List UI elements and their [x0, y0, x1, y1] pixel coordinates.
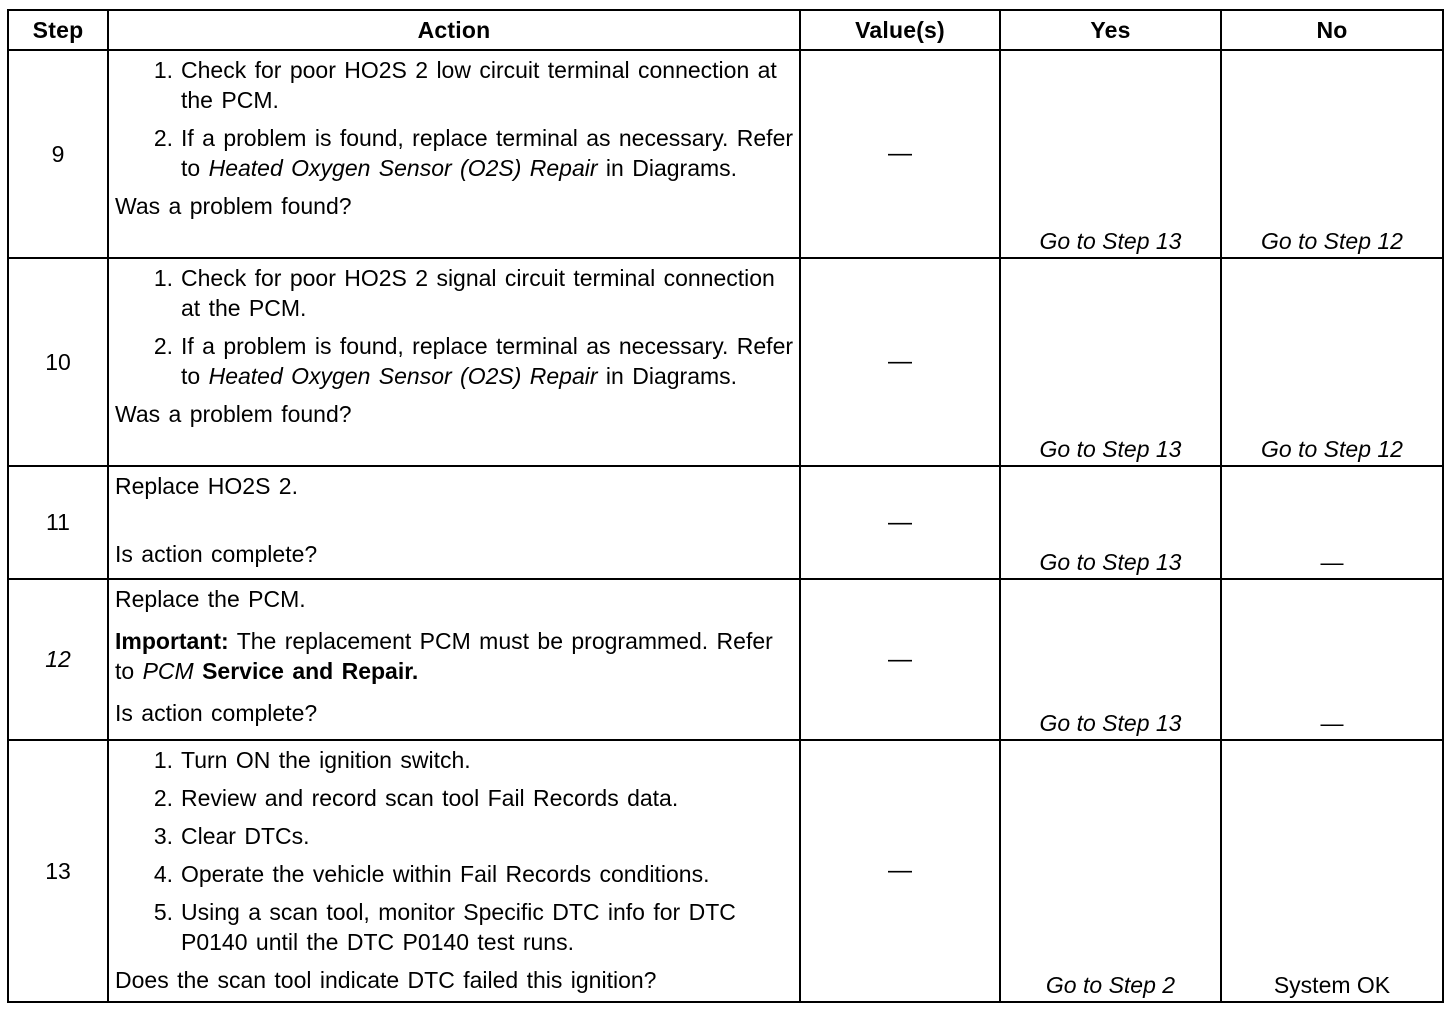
item-text-pre: If a problem is found, replace terminal as necessary. Refer to: [181, 125, 794, 181]
table-row-step-11: [8, 466, 1443, 579]
yes-goto: Go to Step 13: [1039, 228, 1182, 254]
step-number: 11: [8, 466, 108, 579]
header-yes: Yes: [1000, 10, 1221, 50]
important-label: Important:: [115, 628, 229, 654]
no-cell: [1221, 466, 1443, 579]
yes-goto: Go to Step 13: [1039, 436, 1182, 462]
value-cell: —: [800, 258, 1000, 466]
action-text: Replace HO2S 2.: [115, 473, 298, 499]
yes-goto: Go to Step 2: [1045, 972, 1176, 998]
table-row-step-13: [8, 740, 1443, 1002]
no-value: —: [1320, 710, 1344, 736]
item-text: Turn ON the ignition switch.: [181, 747, 471, 773]
action-cell: [108, 466, 800, 579]
list-item: [115, 859, 793, 889]
yes-cell: [1000, 740, 1221, 1002]
no-cell: [1221, 258, 1443, 466]
list-item: [115, 783, 793, 813]
item-text: [181, 331, 793, 391]
step-number: 10: [8, 258, 108, 466]
no-goto: Go to Step 12: [1261, 228, 1403, 254]
question-text: Was a problem found?: [115, 401, 352, 427]
item-number: 5.: [153, 899, 173, 925]
question-text: Is action complete?: [115, 541, 318, 567]
item-text: Using a scan tool, monitor Specific DTC info for DTC P0140 until the DTC P0140 test runs.: [181, 899, 736, 955]
step-number: 9: [8, 50, 108, 258]
yes-goto: Go to Step 13: [1039, 549, 1182, 575]
header-step: Step: [8, 10, 108, 50]
list-item: [115, 821, 793, 851]
item-number: 3.: [153, 823, 173, 849]
list-item: [115, 123, 793, 183]
step-number: 13: [8, 740, 108, 1002]
question-text: Does the scan tool indicate DTC failed this ignition?: [115, 967, 657, 993]
item-text: [181, 123, 793, 183]
list-item: [115, 331, 793, 391]
diagnostic-procedure-table: [7, 9, 1444, 1003]
value-cell: —: [800, 50, 1000, 258]
action-cell: [108, 50, 800, 258]
instruction-list: [115, 55, 793, 183]
yes-cell: [1000, 579, 1221, 740]
no-cell: [1221, 740, 1443, 1002]
no-value: —: [1320, 549, 1344, 575]
important-text: The replacement PCM must be programmed. Refer to: [115, 628, 773, 684]
reference-link: Heated Oxygen Sensor (O2S) Repair: [208, 363, 598, 389]
instruction-list: [115, 263, 793, 391]
instruction-list: [115, 745, 793, 957]
reference-link: PCM: [142, 658, 194, 684]
header-values: Value(s): [800, 10, 1000, 50]
item-text: Operate the vehicle within Fail Records conditions.: [181, 861, 710, 887]
item-text: Clear DTCs.: [181, 823, 310, 849]
reference-link: Heated Oxygen Sensor (O2S) Repair: [208, 155, 598, 181]
yes-cell: [1000, 466, 1221, 579]
item-number: 1.: [153, 265, 173, 291]
table-row-step-10: [8, 258, 1443, 466]
header-no: No: [1221, 10, 1443, 50]
item-number: 2.: [153, 333, 173, 359]
value-cell: —: [800, 466, 1000, 579]
action-text: Replace the PCM.: [115, 586, 306, 612]
item-number: 2.: [153, 785, 173, 811]
header-action: Action: [108, 10, 800, 50]
action-cell: [108, 740, 800, 1002]
item-number: 1.: [153, 57, 173, 83]
list-item: [115, 745, 793, 775]
action-cell: [108, 258, 800, 466]
table-row-step-9: [8, 50, 1443, 258]
value-cell: —: [800, 579, 1000, 740]
list-item: [115, 897, 793, 957]
no-goto: Go to Step 12: [1261, 436, 1403, 462]
item-text-pre: If a problem is found, replace terminal as necessary. Refer to: [181, 333, 794, 389]
value-cell: —: [800, 740, 1000, 1002]
no-cell: [1221, 579, 1443, 740]
important-note: [115, 626, 793, 686]
yes-cell: [1000, 50, 1221, 258]
table-header-row: [8, 10, 1443, 50]
item-number: 2.: [153, 125, 173, 151]
question-text: Is action complete?: [115, 700, 318, 726]
item-text-post: in Diagrams.: [597, 155, 738, 181]
step-number: 12: [8, 579, 108, 740]
item-number: 4.: [153, 861, 173, 887]
no-value: System OK: [1273, 972, 1391, 998]
list-item: [115, 263, 793, 323]
table-row-step-12: [8, 579, 1443, 740]
no-cell: [1221, 50, 1443, 258]
yes-cell: [1000, 258, 1221, 466]
action-cell: [108, 579, 800, 740]
item-text: Check for poor HO2S 2 low circuit terminal connection at the PCM.: [181, 57, 777, 113]
item-number: 1.: [153, 747, 173, 773]
reference-link-post: Service and Repair.: [193, 658, 419, 684]
yes-goto: Go to Step 13: [1039, 710, 1182, 736]
question-text: Was a problem found?: [115, 193, 352, 219]
item-text: Review and record scan tool Fail Records data.: [181, 785, 679, 811]
item-text-post: in Diagrams.: [597, 363, 738, 389]
item-text: Check for poor HO2S 2 signal circuit terminal connection at the PCM.: [181, 265, 775, 321]
list-item: [115, 55, 793, 115]
